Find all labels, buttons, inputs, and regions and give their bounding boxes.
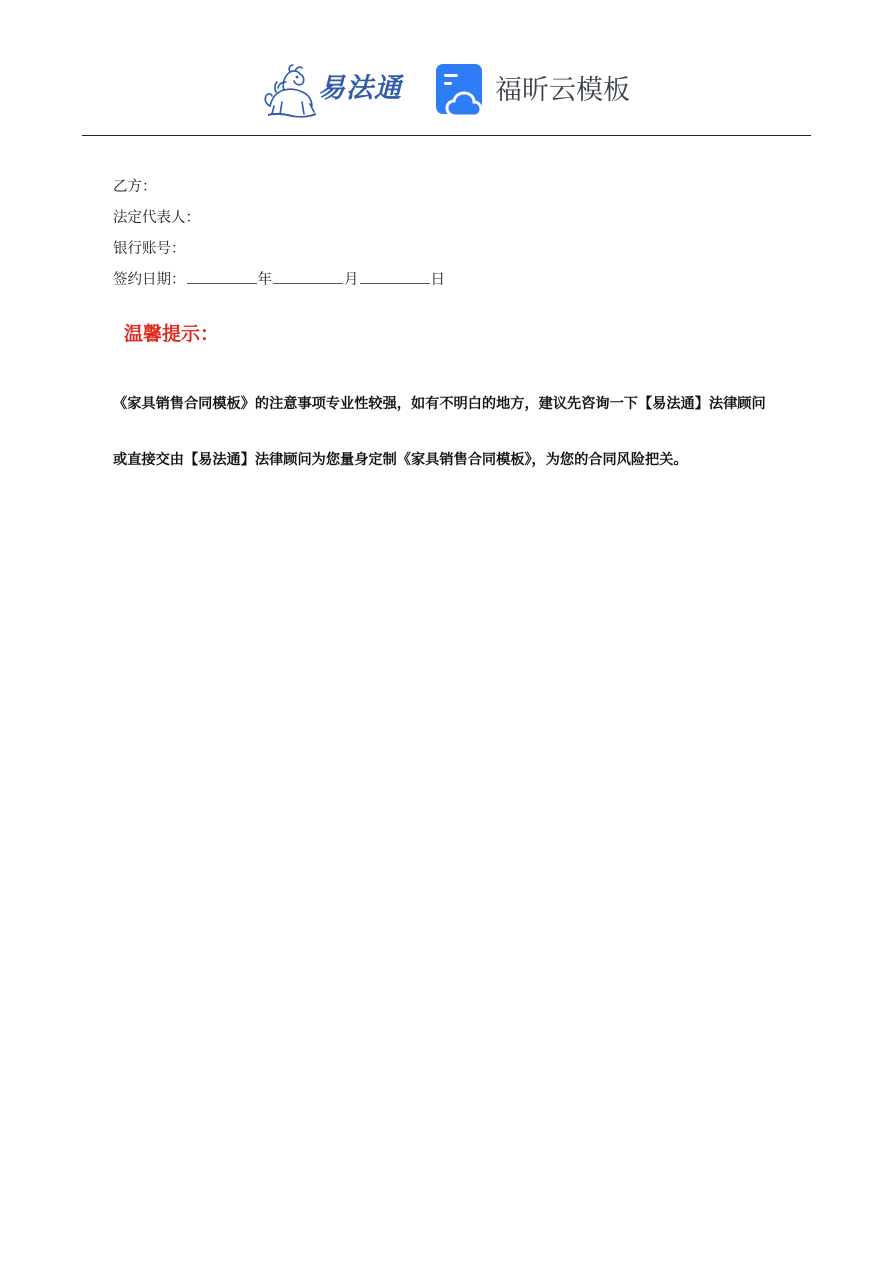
year-label: 年 [257,272,272,288]
page-header [0,0,893,136]
legal-representative-label: 法定代表人： [113,210,200,226]
bank-account-label: 银行账号： [113,241,186,257]
signing-date-label: 签约日期： [113,272,186,288]
legal-representative-field [113,203,813,234]
yifatong-logo-text: 易法通 [318,73,402,104]
signing-date-field [113,265,813,296]
cloud-document-icon [436,64,488,118]
party-b-field [113,172,813,203]
warm-tips-line-1: 《家具销售合同模板》的注意事项专业性较强，如有不明白的地方，建议先咨询一下【易法通】法律顾问 [113,396,766,412]
warm-tips-title: 温馨提示： [124,323,220,345]
warm-tips-paragraph [113,376,813,488]
bank-account-field [113,234,813,265]
fuxin-logo-text: 福昕云模板 [495,75,630,106]
year-blank[interactable] [187,268,257,284]
month-label: 月 [344,272,359,288]
month-blank[interactable] [273,268,343,284]
day-label: 日 [430,272,445,288]
yifatong-logo [262,62,412,118]
day-blank[interactable] [360,268,430,284]
header-divider [82,135,811,136]
qilin-mascot-icon [262,62,322,118]
fuxin-cloud-template-logo [436,64,636,118]
party-b-label: 乙方： [113,179,157,195]
warm-tips-line-2: 或直接交由【易法通】法律顾问为您量身定制《家具销售合同模板》，为您的合同风险把关。 [113,452,688,468]
party-b-signature-block [113,172,813,296]
